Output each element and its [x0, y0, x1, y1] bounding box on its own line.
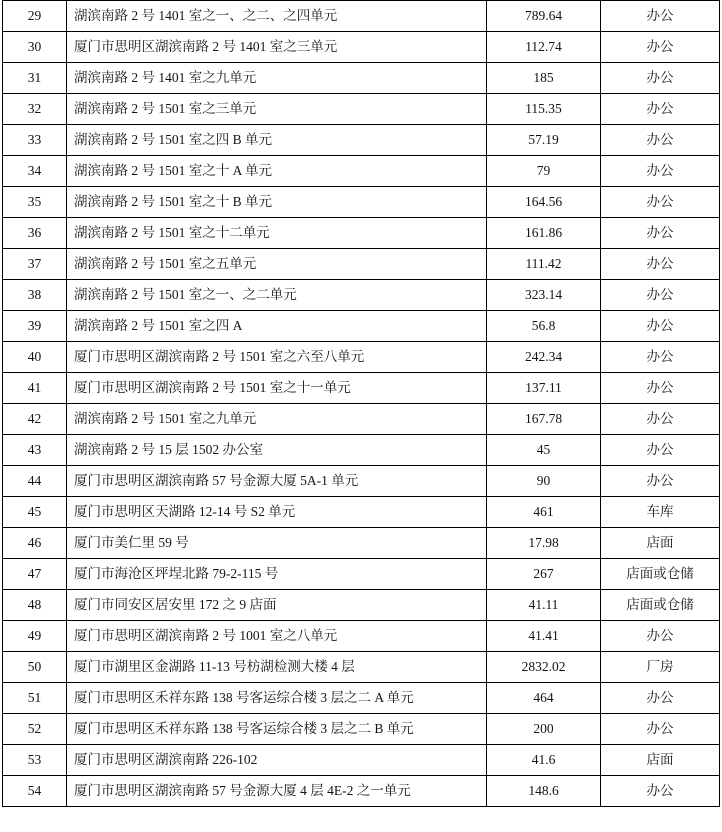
area-cell: 789.64 — [487, 1, 601, 32]
table-row — [3, 32, 720, 63]
address-cell: 湖滨南路 2 号 15 层 1502 办公室 — [67, 435, 487, 466]
row-number-cell: 40 — [3, 342, 67, 373]
table-row — [3, 683, 720, 714]
row-number-cell: 34 — [3, 156, 67, 187]
category-cell: 店面 — [601, 528, 720, 559]
table-row — [3, 745, 720, 776]
category-cell: 办公 — [601, 280, 720, 311]
category-cell: 办公 — [601, 249, 720, 280]
address-cell: 湖滨南路 2 号 1401 室之一、之二、之四单元 — [67, 1, 487, 32]
address-cell: 湖滨南路 2 号 1501 室之四 A — [67, 311, 487, 342]
category-cell: 办公 — [601, 1, 720, 32]
table-row — [3, 63, 720, 94]
category-cell: 办公 — [601, 404, 720, 435]
row-number-cell: 50 — [3, 652, 67, 683]
area-cell: 242.34 — [487, 342, 601, 373]
table-row — [3, 621, 720, 652]
row-number-cell: 37 — [3, 249, 67, 280]
area-cell: 57.19 — [487, 125, 601, 156]
row-number-cell: 54 — [3, 776, 67, 807]
area-cell: 185 — [487, 63, 601, 94]
row-number-cell: 38 — [3, 280, 67, 311]
area-cell: 267 — [487, 559, 601, 590]
address-cell: 厦门市思明区天湖路 12-14 号 S2 单元 — [67, 497, 487, 528]
table-row — [3, 373, 720, 404]
category-cell: 办公 — [601, 94, 720, 125]
address-cell: 厦门市思明区湖滨南路 2 号 1401 室之三单元 — [67, 32, 487, 63]
area-cell: 41.6 — [487, 745, 601, 776]
category-cell: 办公 — [601, 683, 720, 714]
row-number-cell: 47 — [3, 559, 67, 590]
table-row — [3, 435, 720, 466]
table-row — [3, 311, 720, 342]
table-row — [3, 187, 720, 218]
area-cell: 56.8 — [487, 311, 601, 342]
row-number-cell: 42 — [3, 404, 67, 435]
table-row — [3, 559, 720, 590]
area-cell: 164.56 — [487, 187, 601, 218]
row-number-cell: 48 — [3, 590, 67, 621]
table-body — [3, 1, 720, 807]
category-cell: 办公 — [601, 342, 720, 373]
address-cell: 厦门市思明区湖滨南路 2 号 1501 室之六至八单元 — [67, 342, 487, 373]
row-number-cell: 49 — [3, 621, 67, 652]
category-cell: 办公 — [601, 466, 720, 497]
address-cell: 厦门市思明区禾祥东路 138 号客运综合楼 3 层之二 B 单元 — [67, 714, 487, 745]
row-number-cell: 39 — [3, 311, 67, 342]
address-cell: 厦门市思明区湖滨南路 2 号 1001 室之八单元 — [67, 621, 487, 652]
row-number-cell: 45 — [3, 497, 67, 528]
category-cell: 车库 — [601, 497, 720, 528]
category-cell: 办公 — [601, 311, 720, 342]
area-cell: 464 — [487, 683, 601, 714]
row-number-cell: 36 — [3, 218, 67, 249]
area-cell: 161.86 — [487, 218, 601, 249]
table-row — [3, 776, 720, 807]
category-cell: 办公 — [601, 373, 720, 404]
area-cell: 111.42 — [487, 249, 601, 280]
address-cell: 湖滨南路 2 号 1501 室之一、之二单元 — [67, 280, 487, 311]
table-row — [3, 1, 720, 32]
category-cell: 办公 — [601, 63, 720, 94]
address-cell: 湖滨南路 2 号 1401 室之九单元 — [67, 63, 487, 94]
area-cell: 79 — [487, 156, 601, 187]
table-row — [3, 528, 720, 559]
category-cell: 办公 — [601, 156, 720, 187]
row-number-cell: 43 — [3, 435, 67, 466]
row-number-cell: 46 — [3, 528, 67, 559]
row-number-cell: 33 — [3, 125, 67, 156]
area-cell: 461 — [487, 497, 601, 528]
address-cell: 湖滨南路 2 号 1501 室之十 B 单元 — [67, 187, 487, 218]
area-cell: 137.11 — [487, 373, 601, 404]
address-cell: 厦门市同安区居安里 172 之 9 店面 — [67, 590, 487, 621]
row-number-cell: 31 — [3, 63, 67, 94]
table-row — [3, 218, 720, 249]
address-cell: 厦门市美仁里 59 号 — [67, 528, 487, 559]
table-row — [3, 125, 720, 156]
table-row — [3, 94, 720, 125]
row-number-cell: 32 — [3, 94, 67, 125]
category-cell: 办公 — [601, 32, 720, 63]
table-row — [3, 342, 720, 373]
table-row — [3, 280, 720, 311]
category-cell: 店面或仓储 — [601, 559, 720, 590]
area-cell: 115.35 — [487, 94, 601, 125]
area-cell: 323.14 — [487, 280, 601, 311]
area-cell: 17.98 — [487, 528, 601, 559]
table-row — [3, 652, 720, 683]
address-cell: 湖滨南路 2 号 1501 室之五单元 — [67, 249, 487, 280]
address-cell: 湖滨南路 2 号 1501 室之三单元 — [67, 94, 487, 125]
area-cell: 200 — [487, 714, 601, 745]
category-cell: 办公 — [601, 125, 720, 156]
category-cell: 办公 — [601, 187, 720, 218]
table-row — [3, 466, 720, 497]
address-cell: 湖滨南路 2 号 1501 室之四 B 单元 — [67, 125, 487, 156]
row-number-cell: 52 — [3, 714, 67, 745]
address-cell: 厦门市思明区禾祥东路 138 号客运综合楼 3 层之二 A 单元 — [67, 683, 487, 714]
address-cell: 湖滨南路 2 号 1501 室之十二单元 — [67, 218, 487, 249]
address-cell: 厦门市思明区湖滨南路 57 号金源大厦 4 层 4E-2 之一单元 — [67, 776, 487, 807]
row-number-cell: 30 — [3, 32, 67, 63]
table-row — [3, 249, 720, 280]
area-cell: 41.11 — [487, 590, 601, 621]
address-cell: 湖滨南路 2 号 1501 室之十 A 单元 — [67, 156, 487, 187]
area-cell: 90 — [487, 466, 601, 497]
category-cell: 厂房 — [601, 652, 720, 683]
row-number-cell: 44 — [3, 466, 67, 497]
address-cell: 湖滨南路 2 号 1501 室之九单元 — [67, 404, 487, 435]
table-row — [3, 404, 720, 435]
area-cell: 167.78 — [487, 404, 601, 435]
category-cell: 办公 — [601, 218, 720, 249]
address-cell: 厦门市思明区湖滨南路 226-102 — [67, 745, 487, 776]
category-cell: 办公 — [601, 435, 720, 466]
table-row — [3, 590, 720, 621]
area-cell: 45 — [487, 435, 601, 466]
row-number-cell: 53 — [3, 745, 67, 776]
category-cell: 店面或仓储 — [601, 590, 720, 621]
area-cell: 41.41 — [487, 621, 601, 652]
category-cell: 办公 — [601, 621, 720, 652]
table-row — [3, 714, 720, 745]
category-cell: 店面 — [601, 745, 720, 776]
category-cell: 办公 — [601, 776, 720, 807]
table-row — [3, 156, 720, 187]
address-cell: 厦门市思明区湖滨南路 2 号 1501 室之十一单元 — [67, 373, 487, 404]
address-cell: 厦门市思明区湖滨南路 57 号金源大厦 5A-1 单元 — [67, 466, 487, 497]
area-cell: 148.6 — [487, 776, 601, 807]
area-cell: 2832.02 — [487, 652, 601, 683]
table-row — [3, 497, 720, 528]
property-list-table — [2, 0, 720, 807]
row-number-cell: 35 — [3, 187, 67, 218]
address-cell: 厦门市海沧区坪埕北路 79-2-115 号 — [67, 559, 487, 590]
row-number-cell: 29 — [3, 1, 67, 32]
area-cell: 112.74 — [487, 32, 601, 63]
row-number-cell: 51 — [3, 683, 67, 714]
category-cell: 办公 — [601, 714, 720, 745]
address-cell: 厦门市湖里区金湖路 11-13 号枋湖检测大楼 4 层 — [67, 652, 487, 683]
row-number-cell: 41 — [3, 373, 67, 404]
